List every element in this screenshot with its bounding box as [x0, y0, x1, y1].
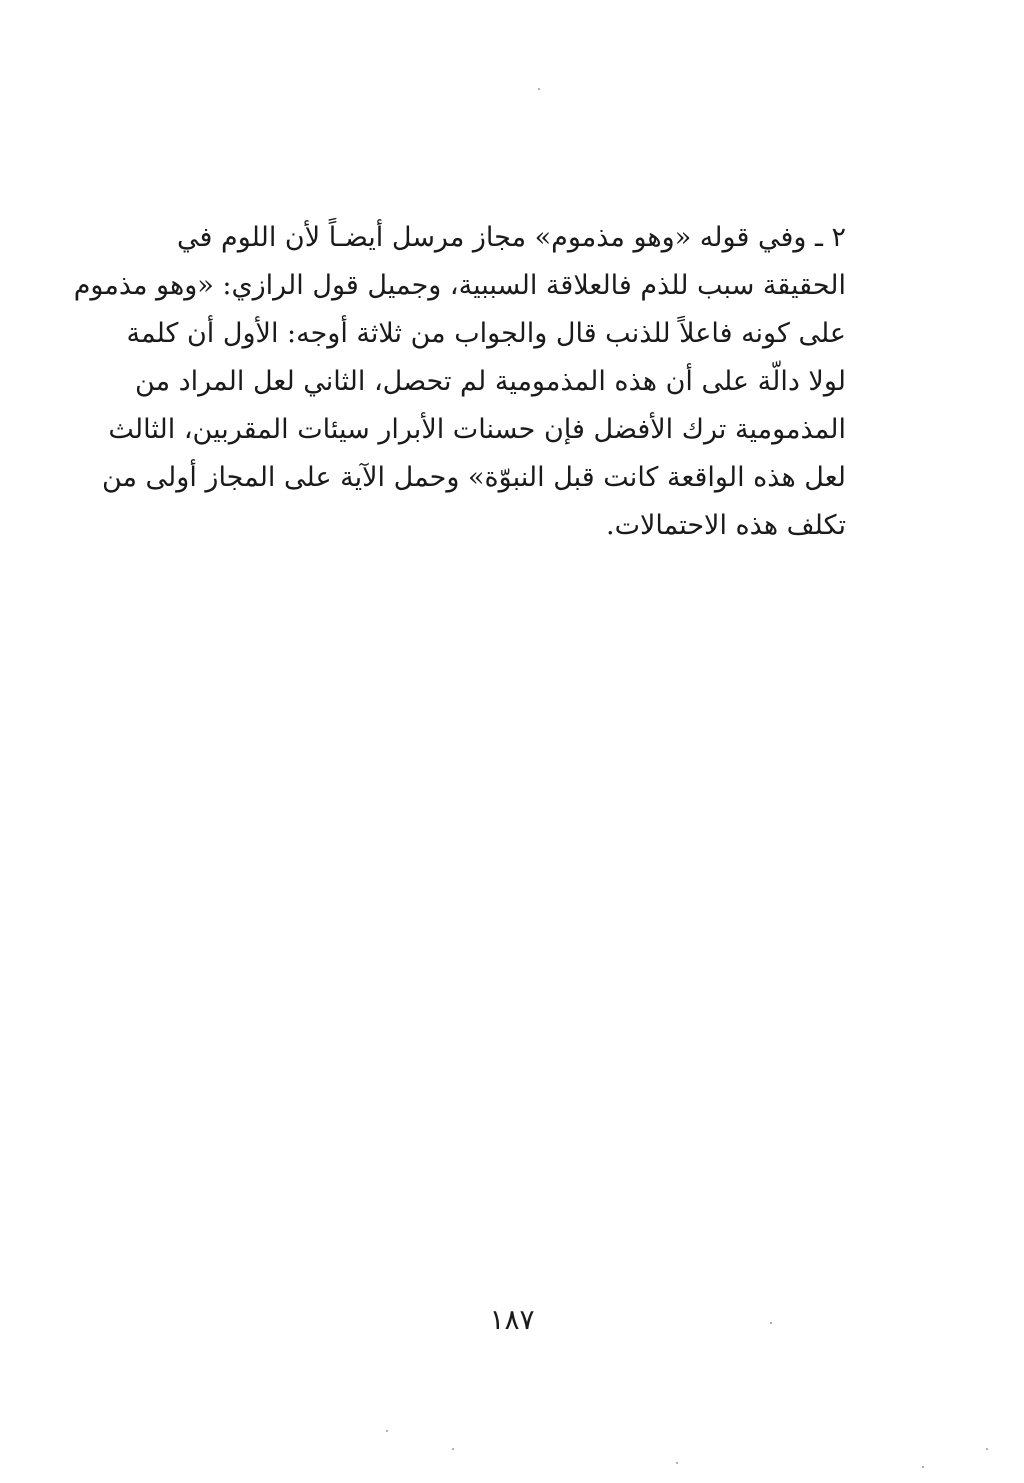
- paragraph-line-4: لولا دالّة على أن هذه المذمومية لم تحصل، الثاني لعل المراد من: [135, 366, 846, 397]
- paragraph-line-7: تكلف هذه الاحتمالات.: [605, 510, 846, 541]
- scan-speck: [538, 88, 540, 90]
- scan-speck: [986, 1448, 988, 1450]
- page-number: ١٨٧: [489, 1303, 535, 1336]
- scan-speck: [770, 1322, 772, 1324]
- scan-speck: [676, 1462, 678, 1464]
- scan-speck: [922, 1466, 924, 1468]
- paragraph-line-5: المذمومية ترك الأفضل فإن حسنات الأبرار سيئات المقربين، الثالث: [108, 414, 846, 445]
- scan-speck: [386, 1430, 388, 1432]
- paragraph-line-3: على كونه فاعلاً للذنب قال والجواب من ثلاثة أوجه: الأول أن كلمة: [126, 318, 846, 349]
- paragraph-line-1: ٢ ـ وفي قوله «وهو مذموم» مجاز مرسل أيضـاً لأن اللوم في: [177, 222, 846, 253]
- paragraph-line-2: الحقيقة سبب للذم فالعلاقة السببية، وجميل قول الرازي: «وهو مذموم: [73, 270, 846, 301]
- paragraph-line-6: لعل هذه الواقعة كانت قبل النبوّة» وحمل الآية على المجاز أولى من: [101, 462, 846, 493]
- scan-speck: [452, 1448, 454, 1450]
- main-paragraph: [73, 214, 846, 550]
